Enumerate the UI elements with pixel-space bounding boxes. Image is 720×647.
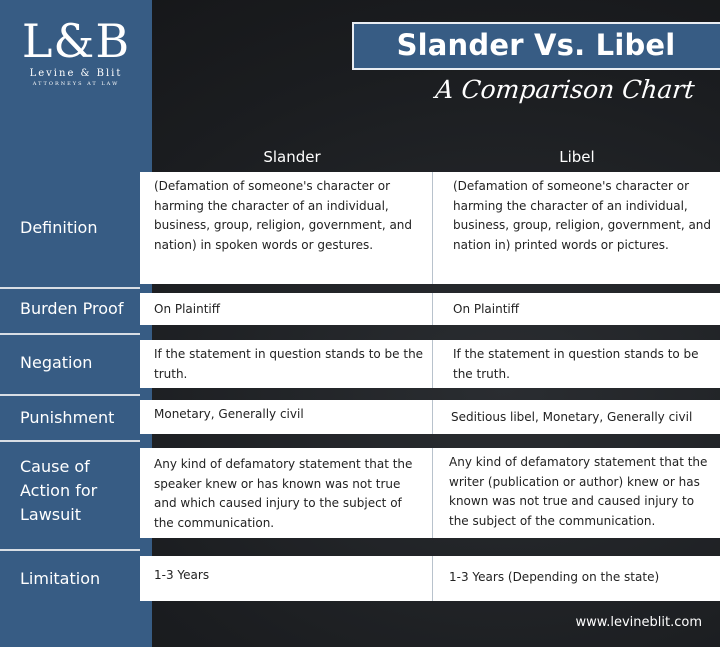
cell-definition-libel: (Defamation of someone's character or harming the character of an individual, business, group, religion, government, and nation in) printed words or pictures.: [433, 172, 720, 284]
row-label-cause-of-action: Cause of Action for Lawsuit: [20, 457, 98, 524]
column-divider: [432, 556, 433, 601]
row-separator: [0, 394, 140, 396]
cell-negation-libel: If the statement in question stands to be the truth.: [433, 340, 720, 388]
row-label-limitation: Limitation: [20, 568, 101, 588]
page-subtitle: A Comparison Chart: [434, 75, 696, 104]
cell-limitation-slander: 1-3 Years: [140, 556, 432, 601]
cell-burden-proof-slander: On Plaintiff: [140, 293, 432, 325]
cell-definition-slander: (Defamation of someone's character or harming the character of an individual, business, group, religion, government, and nation) in spoken words or gestures.: [140, 172, 432, 284]
cell-cause-of-action-libel: Any kind of defamatory statement that the writer (publication or author) knew or has known was not true and caused injury to the subject of the communication.: [433, 448, 720, 538]
column-divider: [432, 448, 433, 538]
column-divider: [432, 293, 433, 325]
cell-limitation-libel: 1-3 Years (Depending on the state): [433, 556, 720, 601]
logo-tagline: ATTORNEYS AT LAW: [32, 81, 120, 87]
cell-punishment-libel: Seditious libel, Monetary, Generally civil: [433, 400, 720, 434]
website-url: www.levineblit.com: [575, 615, 702, 630]
row-separator: [0, 440, 140, 442]
cell-cause-of-action-slander: Any kind of defamatory statement that the speaker knew or has known was not true and which caused injury to the subject of the communication.: [140, 448, 432, 538]
row-label-punishment: Punishment: [20, 408, 115, 427]
column-divider: [432, 400, 433, 434]
firm-logo: [0, 16, 152, 87]
page-title: Slander Vs. Libel: [396, 28, 676, 62]
row-separator: [0, 287, 140, 289]
row-label-definition: Definition: [20, 218, 98, 237]
row-separator: [0, 333, 140, 335]
cell-punishment-slander: Monetary, Generally civil: [140, 400, 432, 434]
column-divider: [432, 340, 433, 388]
logo-mark: L&B: [21, 14, 131, 68]
cell-negation-slander: If the statement in question stands to be the truth.: [140, 340, 432, 388]
cell-burden-proof-libel: On Plaintiff: [433, 293, 720, 325]
row-label-burden-proof: Burden Proof: [20, 299, 124, 318]
logo-firm-name: Levine & Blit: [29, 68, 123, 79]
row-separator: [0, 549, 140, 551]
column-header-libel: Libel: [559, 148, 595, 166]
column-divider: [432, 172, 433, 284]
column-header-slander: Slander: [263, 148, 321, 166]
row-label-negation: Negation: [20, 353, 93, 372]
